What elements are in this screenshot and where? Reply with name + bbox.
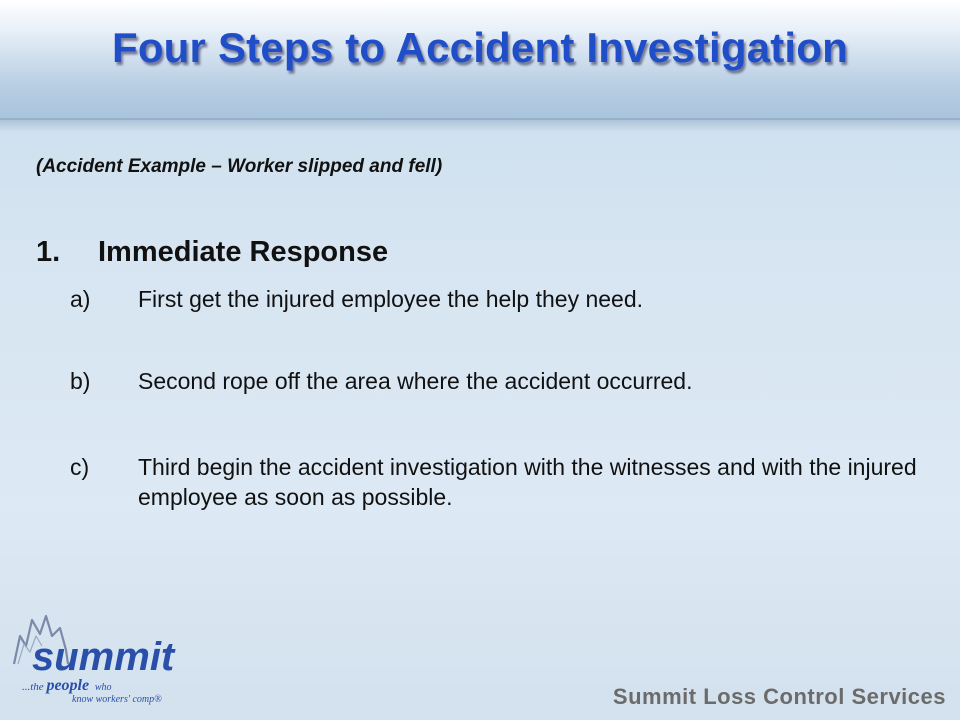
logo-tagline-line2: know workers' comp® (72, 694, 162, 705)
step-heading (36, 236, 388, 269)
title-banner-shadow (0, 118, 960, 132)
example-caption: (Accident Example – Worker slipped and fell) (36, 156, 443, 177)
list-item-letter: b) (70, 368, 91, 394)
footer-brand: Summit Loss Control Services (612, 684, 946, 709)
list-item-letter: a) (70, 286, 91, 312)
list-item-text: Third begin the accident investigation with the witnesses and with the injured employee as soon as possible. (138, 454, 917, 510)
step-number: 1. (36, 236, 61, 268)
list-item-letter: c) (70, 454, 90, 480)
summit-logo (8, 606, 188, 716)
slide-title: Four Steps to Accident Investigation (111, 24, 849, 71)
logo-wordmark: summit (32, 635, 175, 679)
list-item-text: Second rope off the area where the accident occurred. (138, 368, 693, 394)
logo-tagline-line1: ...the people who (22, 677, 112, 694)
step-label: Immediate Response (98, 236, 389, 268)
list-item-text: First get the injured employee the help they need. (138, 286, 644, 312)
